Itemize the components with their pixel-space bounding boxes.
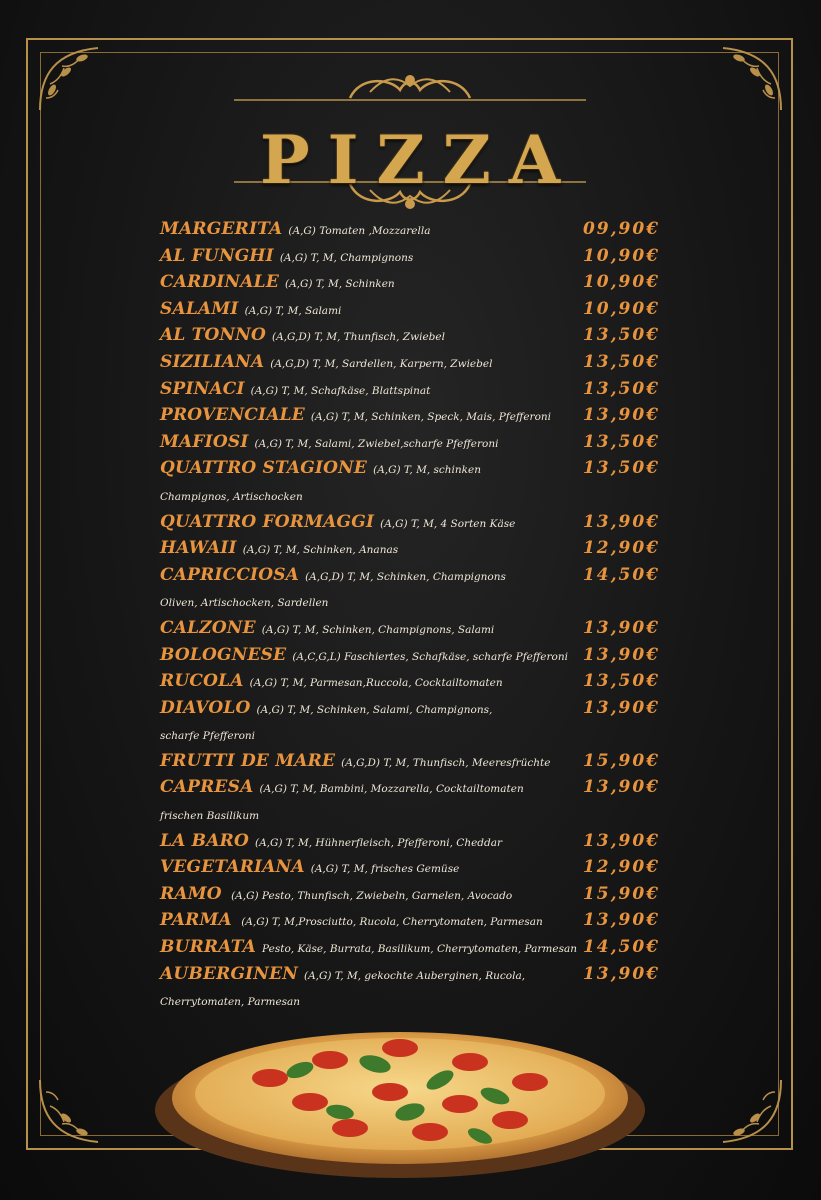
menu-item-name: BURRATA	[160, 937, 257, 958]
menu-item-name: PROVENCIALE	[160, 405, 305, 426]
menu-item-name: QUATTRO STAGIONE	[160, 458, 368, 479]
menu-item-price: 10,90€	[582, 298, 660, 319]
menu-item	[160, 776, 670, 803]
menu-item	[160, 909, 670, 936]
menu-item-price: 13,90€	[582, 910, 660, 931]
menu-item	[160, 830, 670, 857]
menu-item-description: (A,G) T, M, Parmesan,Ruccola, Cocktailtomaten	[249, 677, 503, 690]
menu-item-description: (A,G,D) T, M, Sardellen, Karpern, Zwiebel	[270, 357, 493, 370]
menu-item-price: 13,90€	[582, 617, 660, 638]
menu-item-description: (A,G) T, M, frisches Gemüse	[310, 863, 460, 876]
menu-item-name: SPINACI	[160, 378, 245, 399]
menu-item-price: 13,50€	[582, 458, 660, 479]
menu-item	[160, 457, 670, 484]
menu-item-price: 14,50€	[582, 564, 660, 585]
pizza-illustration-icon	[150, 1000, 650, 1180]
menu-item-name: SALAMI	[160, 298, 239, 319]
menu-item-price: 09,90€	[582, 219, 660, 239]
menu-item	[160, 856, 670, 883]
menu-item-name: HAWAII	[160, 538, 237, 559]
menu-item-price: 15,90€	[582, 750, 660, 771]
menu-item-description-continued: Champignos, Artischocken	[160, 490, 303, 503]
menu-item-price: 12,90€	[582, 857, 660, 878]
menu-item-price: 12,90€	[582, 538, 660, 559]
menu-item	[160, 298, 670, 325]
menu-item-price: 13,50€	[582, 325, 660, 346]
menu-item-price: 14,50€	[582, 937, 660, 958]
menu-item-description: Pesto, Käse, Burrata, Basilikum, Cherrytomaten, Parmesan	[262, 943, 578, 956]
corner-ornament-icon	[36, 1076, 106, 1146]
pizza-menu-list	[160, 218, 670, 1016]
menu-item	[160, 963, 670, 990]
menu-item	[160, 644, 670, 671]
menu-item-name: DIAVOLO	[160, 697, 251, 718]
menu-item-price: 13,50€	[582, 431, 660, 452]
menu-item-name: MARGERITA	[160, 219, 283, 239]
menu-item-description: (A,C,G,L) Faschiertes, Schafkäse, scharfe Pfefferoni	[292, 650, 568, 663]
menu-item-name: AL FUNGHI	[160, 245, 274, 266]
menu-item-description: (A,G) T, M, 4 Sorten Käse	[380, 517, 516, 530]
menu-item-name: AL TONNO	[160, 325, 267, 346]
menu-item-price: 15,90€	[582, 883, 660, 904]
menu-item	[160, 697, 670, 724]
menu-item	[160, 324, 670, 351]
menu-item-name: RUCOLA	[160, 671, 244, 692]
menu-item-price: 13,90€	[582, 644, 660, 665]
menu-item	[160, 404, 670, 431]
menu-item-description-continued: Oliven, Artischocken, Sardellen	[160, 597, 329, 610]
corner-ornament-icon	[715, 1076, 785, 1146]
menu-item-description-continued: scharfe Pfefferoni	[160, 730, 256, 743]
menu-item-name: VEGETARIANA	[160, 857, 305, 878]
menu-item-description: (A,G) T, M,Prosciutto, Rucola, Cherrytomaten, Parmesan	[237, 916, 543, 929]
menu-item-price: 13,90€	[582, 777, 660, 798]
menu-item-description: (A,G) T, M, Schinken, Salami, Champignons,	[256, 703, 493, 716]
menu-item	[160, 537, 670, 564]
menu-item-price: 13,50€	[582, 351, 660, 372]
menu-item-description: (A,G) T, M, Schinken, Champignons, Salami	[261, 623, 495, 636]
menu-item-description: (A,G) T, M, gekochte Auberginen, Rucola,	[303, 969, 526, 982]
menu-item-price: 10,90€	[582, 245, 660, 266]
menu-item-description: (A,G) T, M, Salami	[244, 304, 342, 317]
menu-item-name: SIZILIANA	[160, 351, 265, 372]
menu-item-price: 13,50€	[582, 671, 660, 692]
page-title: PIZZA	[259, 121, 579, 199]
menu-item-description: (A,G) T, M, Schinken, Speck, Mais, Pfefferoni	[310, 411, 552, 424]
menu-item-name: RAMO	[160, 883, 222, 904]
menu-item-name: AUBERGINEN	[160, 963, 298, 984]
menu-item	[160, 511, 670, 538]
title-block	[230, 62, 590, 217]
menu-item-description-continued: Cherrytomaten, Parmesan	[160, 996, 301, 1009]
menu-item-description: (A,G) Tomaten ,Mozzarella	[288, 225, 431, 237]
menu-item-description: (A,G) T, M, Schafkäse, Blattspinat	[250, 384, 431, 397]
menu-item	[160, 378, 670, 405]
menu-item-price: 13,50€	[582, 378, 660, 399]
menu-item-description: (A,G) T, M, Champignons	[279, 251, 414, 264]
menu-item-price: 13,90€	[582, 830, 660, 851]
menu-item	[160, 431, 670, 458]
menu-item-description: (A,G) T, M, Salami, Zwiebel,scharfe Pfefferoni	[254, 437, 499, 450]
menu-item	[160, 883, 670, 910]
menu-item	[160, 936, 670, 963]
menu-item	[160, 218, 670, 245]
menu-item-description: (A,G) T, M, Schinken	[284, 278, 395, 291]
menu-item-name: LA BARO	[160, 830, 249, 851]
menu-item-name: PARMA	[160, 910, 232, 931]
menu-item-name: BOLOGNESE	[160, 644, 287, 665]
menu-item-price: 13,90€	[582, 511, 660, 532]
menu-item-description: (A,G) Pesto, Thunfisch, Zwiebeln, Garnelen, Avocado	[227, 889, 513, 902]
menu-item-name: CARDINALE	[160, 272, 279, 293]
corner-ornament-icon	[36, 44, 106, 114]
menu-item-price: 13,90€	[582, 405, 660, 426]
menu-item	[160, 617, 670, 644]
menu-item-description: (A,G,D) T, M, Schinken, Champignons	[305, 570, 506, 583]
menu-item	[160, 750, 670, 777]
menu-item-price: 10,90€	[582, 272, 660, 293]
menu-item-description: (A,G) T, M, Schinken, Ananas	[242, 544, 399, 557]
menu-item-description: (A,G) T, M, Bambini, Mozzarella, Cocktailtomaten	[259, 783, 524, 796]
menu-item	[160, 271, 670, 298]
menu-item-name: CAPRESA	[160, 777, 254, 798]
menu-item-description: (A,G) T, M, Hühnerfleisch, Pfefferoni, Cheddar	[254, 836, 503, 849]
menu-item-name: FRUTTI DE MARE	[160, 750, 336, 771]
menu-item-price: 13,90€	[582, 963, 660, 984]
menu-item-description: (A,G,D) T, M, Thunfisch, Meeresfrüchte	[341, 756, 551, 769]
menu-item-description: (A,G,D) T, M, Thunfisch, Zwiebel	[272, 331, 445, 344]
menu-item	[160, 245, 670, 272]
corner-ornament-icon	[715, 44, 785, 114]
menu-item-name: MAFIOSI	[160, 431, 249, 452]
menu-item	[160, 564, 670, 591]
menu-item	[160, 670, 670, 697]
menu-item-name: QUATTRO FORMAGGI	[160, 511, 375, 532]
menu-item-description-continued: frischen Basilikum	[160, 810, 260, 823]
menu-item-name: CALZONE	[160, 617, 256, 638]
menu-item-name: CAPRICCIOSA	[160, 564, 300, 585]
menu-item	[160, 351, 670, 378]
menu-item-description: (A,G) T, M, schinken	[373, 464, 481, 477]
menu-item-price: 13,90€	[582, 697, 660, 718]
